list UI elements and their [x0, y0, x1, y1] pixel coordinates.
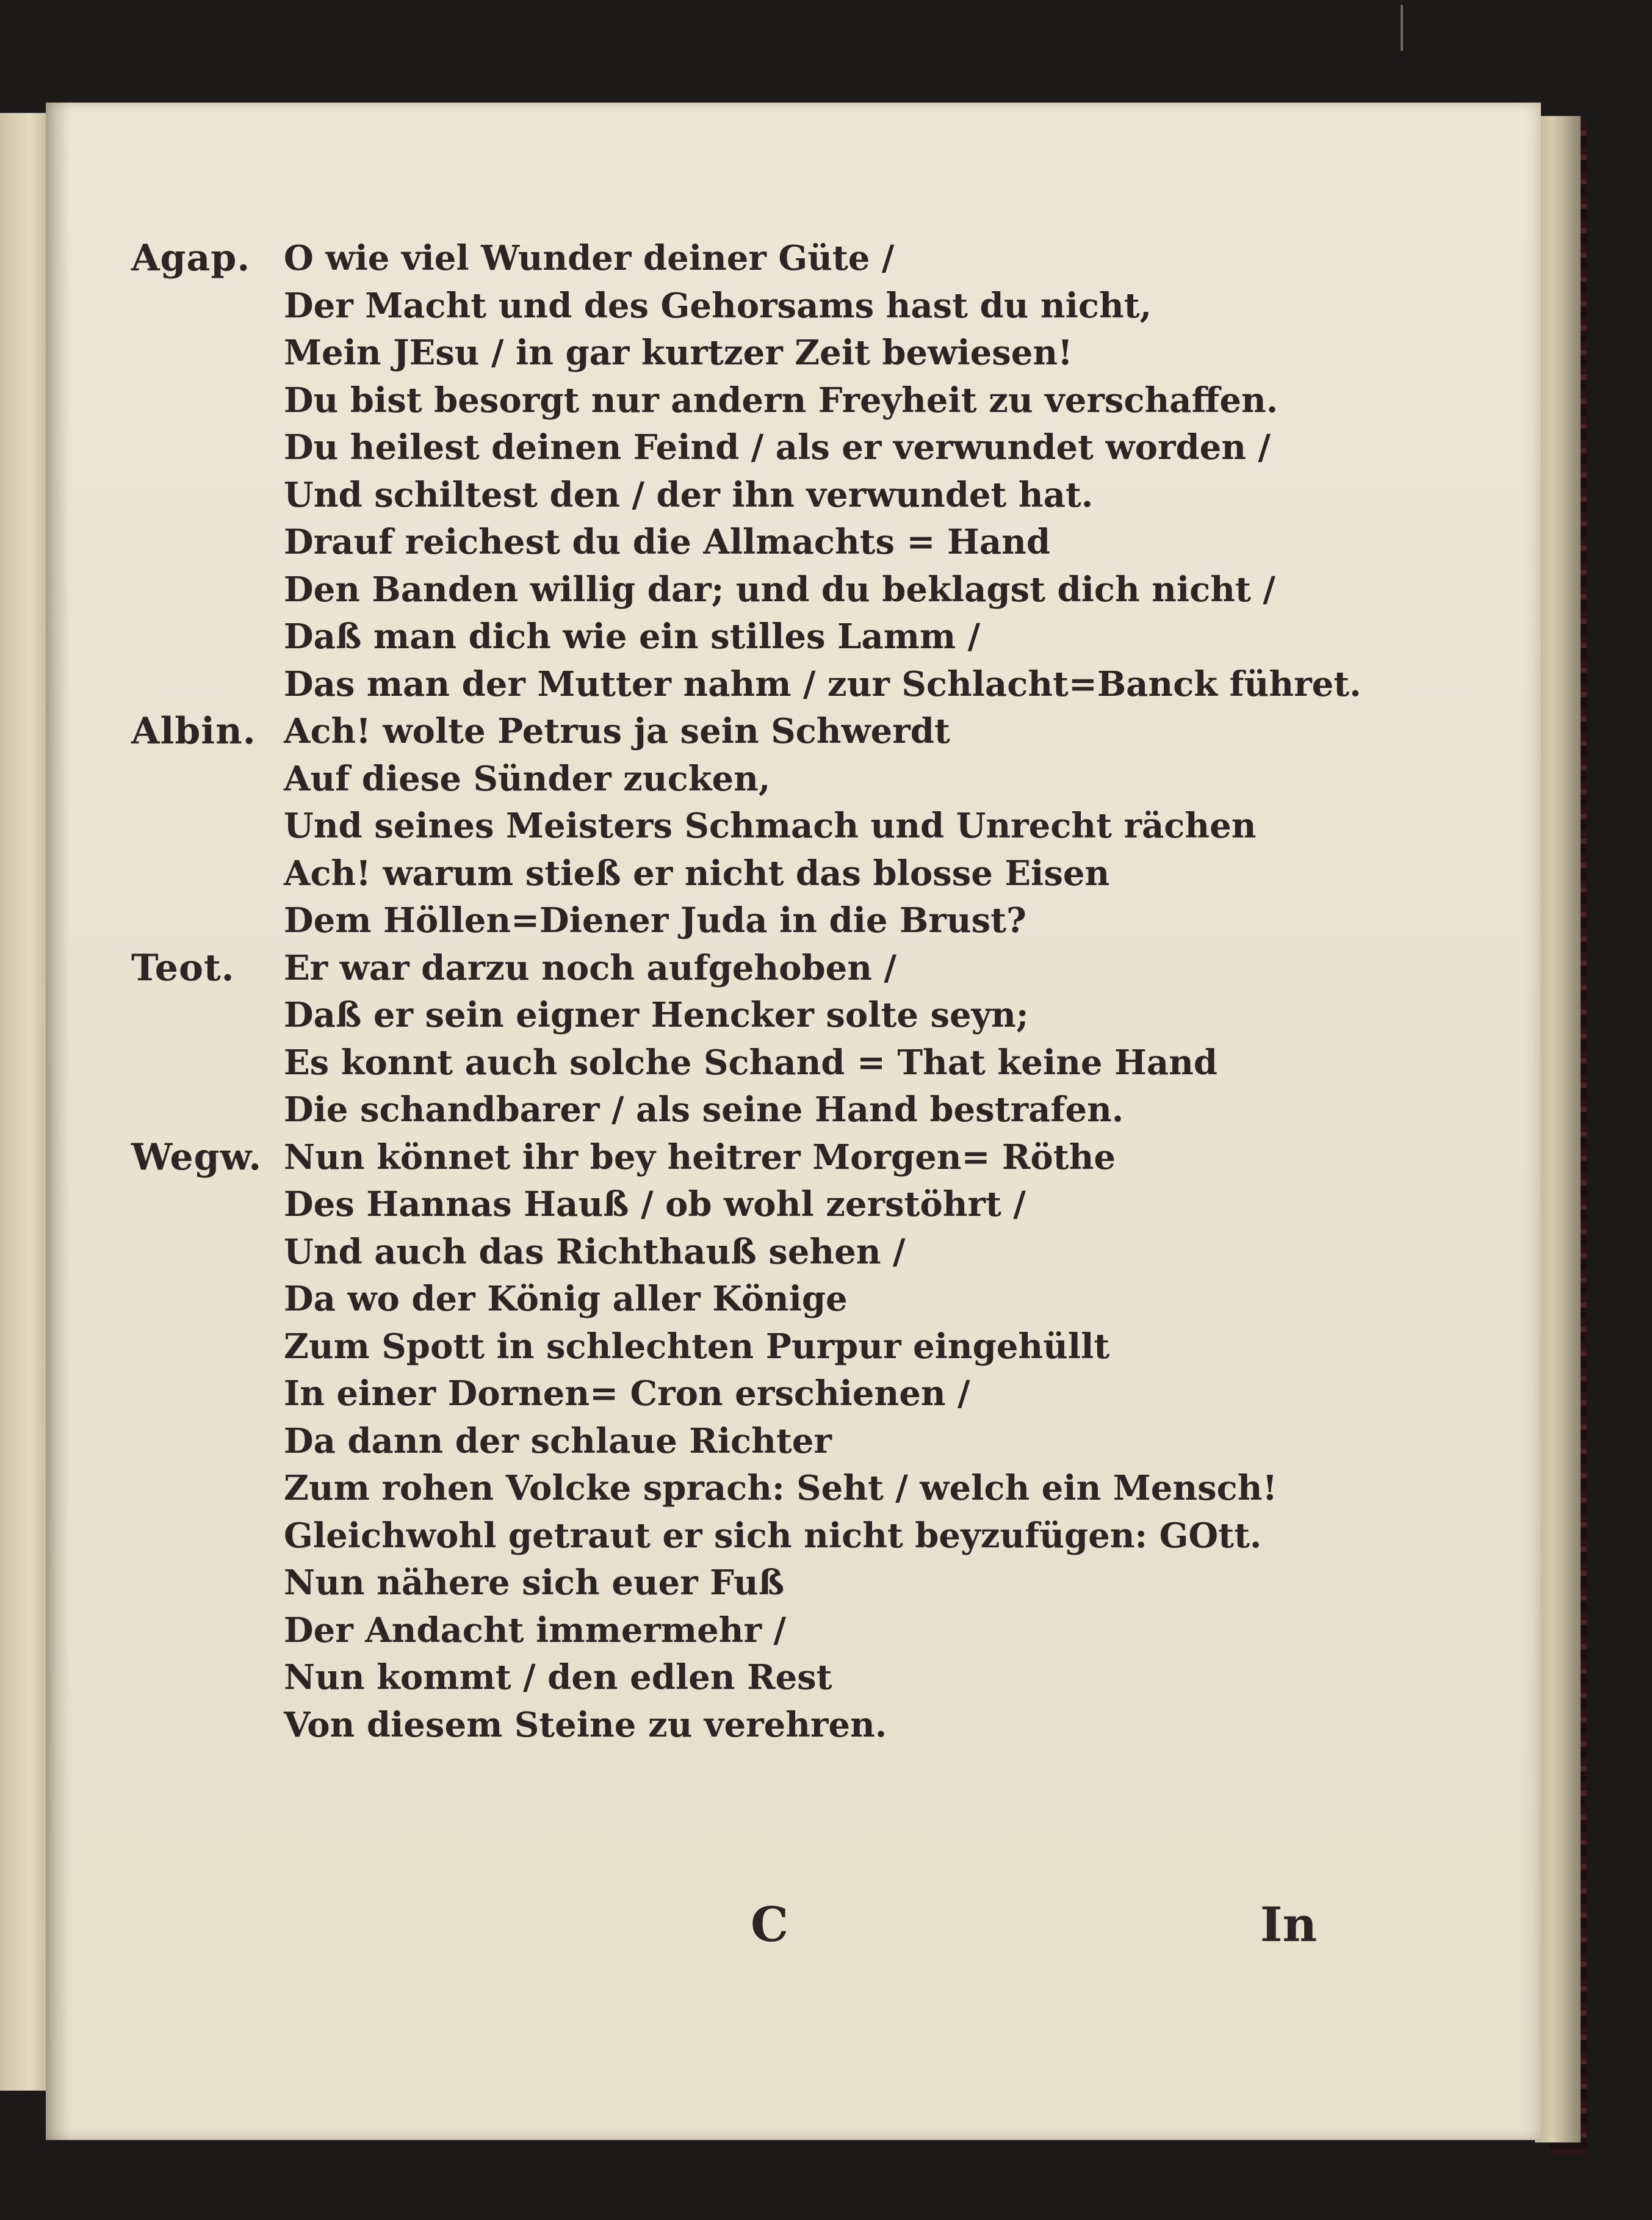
verse-text: Der Andacht immermehr /	[284, 1610, 786, 1651]
verse-line	[131, 1323, 1382, 1371]
gutter-shadow	[46, 103, 70, 2140]
verse-line	[131, 992, 1382, 1039]
speaker-label: Wegw.	[131, 1135, 262, 1179]
binding-mark	[1401, 5, 1403, 51]
verse-text: Gleichwohl getraut er sich nicht beyzufügen: GOtt.	[284, 1515, 1262, 1556]
verse-text: Da dann der schlaue Richter	[284, 1420, 832, 1461]
verse-text: Er war darzu noch aufgehoben /	[284, 947, 896, 988]
verse-text: Und auch das Richthauß sehen /	[284, 1231, 906, 1272]
verse-line	[131, 613, 1382, 661]
verse-line	[131, 708, 1382, 756]
verse-line	[131, 472, 1382, 519]
verse-text: Nun könnet ihr bey heitrer Morgen= Röthe	[284, 1137, 1116, 1177]
verse-text: Von diesem Steine zu verehren.	[284, 1704, 887, 1745]
verse-line	[131, 1513, 1382, 1560]
speaker-label: Albin.	[131, 710, 256, 753]
verse-line	[131, 1465, 1382, 1513]
verse-text: Daß er sein eigner Hencker solte seyn;	[284, 995, 1029, 1035]
verse-text: Ach! warum stieß er nicht das blosse Eisen	[284, 853, 1110, 894]
verse-text: Nun nähere sich euer Fuß	[284, 1563, 785, 1603]
verse-line	[131, 1418, 1382, 1466]
verse-text: Das man der Mutter nahm / zur Schlacht=Banck führet.	[284, 663, 1362, 704]
verse-text: Des Hannas Hauß / ob wohl zerstöhrt /	[284, 1184, 1026, 1224]
verse-text: Der Macht und des Gehorsams hast du nicht,	[284, 285, 1152, 326]
speaker-label: Agap.	[131, 237, 251, 280]
verse-line	[131, 1370, 1382, 1418]
verse-line	[131, 283, 1382, 330]
verse-line	[131, 1654, 1382, 1702]
verse-line	[131, 1134, 1382, 1182]
page-stack-edge	[1535, 116, 1581, 2142]
verse-line	[131, 1181, 1382, 1229]
verse-line	[131, 424, 1382, 472]
verse-line	[131, 566, 1382, 614]
verse-text: Und seines Meisters Schmach und Unrecht rächen	[284, 806, 1257, 846]
verse-text: Du heilest deinen Feind / als er verwundet worden /	[284, 427, 1271, 468]
verse-line	[131, 897, 1382, 945]
verse-text: Drauf reichest du die Allmachts = Hand	[284, 522, 1051, 562]
verse-text: Zum rohen Volcke sprach: Seht / welch ein Mensch!	[284, 1468, 1278, 1508]
verse-text: Mein JEsu / in gar kurtzer Zeit bewiesen!	[284, 333, 1073, 373]
verse-line	[131, 330, 1382, 377]
verse-line	[131, 803, 1382, 850]
verse-text: Du bist besorgt nur andern Freyheit zu verschaffen.	[284, 380, 1279, 421]
verse-line	[131, 1702, 1382, 1749]
verse-line	[131, 519, 1382, 566]
verse-line	[131, 1607, 1382, 1655]
verse-line	[131, 235, 1382, 283]
signature-mark: C	[751, 1897, 789, 1953]
verse-line	[131, 1276, 1382, 1323]
verse-line	[131, 1039, 1382, 1087]
verse-line	[131, 1229, 1382, 1276]
verse-line	[131, 1560, 1382, 1607]
catchword: In	[1260, 1897, 1318, 1953]
verse-text: Die schandbarer / als seine Hand bestrafen.	[284, 1090, 1124, 1130]
verse-line	[131, 1086, 1382, 1134]
verse-text: Ach! wolte Petrus ja sein Schwerdt	[284, 711, 950, 751]
verse-text: Da wo der König aller Könige	[284, 1279, 848, 1319]
verse-text: Nun kommt / den edlen Rest	[284, 1657, 832, 1698]
verse-text: In einer Dornen= Cron erschienen /	[284, 1373, 970, 1414]
verse-line	[131, 850, 1382, 898]
verse-text: Und schiltest den / der ihn verwundet hat.	[284, 474, 1094, 515]
verse-text-block	[131, 235, 1382, 1749]
verse-line	[131, 945, 1382, 992]
speaker-label: Teot.	[131, 946, 235, 989]
verse-line	[131, 377, 1382, 425]
verse-text: Dem Höllen=Diener Juda in die Brust?	[284, 900, 1026, 941]
verse-text: Den Banden willig dar; und du beklagst dich nicht /	[284, 569, 1275, 610]
page-footer	[46, 1897, 1541, 1958]
verse-text: Auf diese Sünder zucken,	[284, 758, 771, 799]
verse-text: Daß man dich wie ein stilles Lamm /	[284, 616, 981, 657]
verse-text: Es konnt auch solche Schand = That keine Hand	[284, 1042, 1218, 1083]
verse-text: O wie viel Wunder deiner Güte /	[284, 238, 895, 278]
verse-text: Zum Spott in schlechten Purpur eingehüllt	[284, 1326, 1110, 1367]
verse-line	[131, 661, 1382, 709]
verse-line	[131, 756, 1382, 803]
